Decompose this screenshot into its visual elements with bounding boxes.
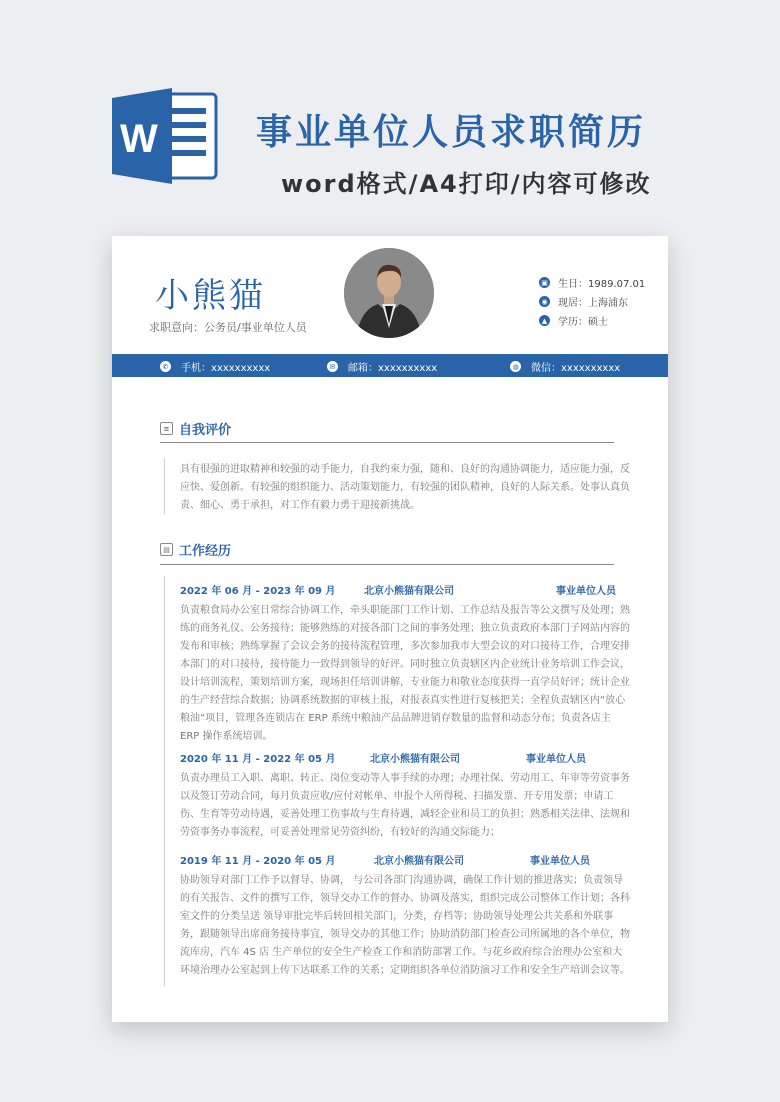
job-3-period: 2019 年 11 月 - 2020 年 05 月 <box>180 856 336 867</box>
word-logo-icon <box>112 86 220 186</box>
self-eval-text: 具有很强的进取精神和较强的动手能力，自我约束力强，随和、良好的沟通协调能力，适应能力强，反应快、爱创新。有较强的组织能力、活动策划能力，有较强的团队精神，良好的人际关系。处事认真负责、细心、勇于承担，对工作有毅力勇于迎接新挑战。 <box>180 464 630 511</box>
job-1-position: 事业单位人员 <box>556 586 616 597</box>
info-birthday-label: 生日：1989.07.01 <box>558 279 646 290</box>
timeline-line <box>164 458 165 514</box>
template-banner <box>0 0 780 230</box>
contact-email <box>327 359 437 374</box>
wechat-icon: ◍ <box>510 361 521 372</box>
contact-phone-label: 手机：xxxxxxxxxx <box>181 363 271 374</box>
contact-wechat-label: 微信：xxxxxxxxxx <box>531 363 621 374</box>
contact-email-label: 邮箱：xxxxxxxxxx <box>348 363 438 374</box>
section-self-eval-heading <box>160 419 231 438</box>
resume-page <box>112 236 668 1022</box>
job-1-company: 北京小熊猫有限公司 <box>364 586 454 597</box>
banner-title: 事业单位人员求职简历 <box>256 112 647 153</box>
job-2-desc: 负责办理员工入职、离职、转正、岗位变动等人事手续的办理；办理社保、劳动用工、年审等劳资事务以及签订劳动合同，每月负责应收/应付对帐单、申报个人所得税、扫描发票、开专用发票；申请工伤、生育等劳动待遇，妥善处理工伤事故与生育待遇，减轻企业和员工的负担；熟悉相关法律、法规和劳资事务办事流程，可妥善处理常见劳资纠纷，有较好的沟通交际能力； <box>180 773 630 838</box>
section-self-eval-title: 自我评价 <box>179 423 232 438</box>
section-divider <box>160 442 614 443</box>
briefcase-icon: ▤ <box>160 543 173 556</box>
info-education <box>539 311 645 330</box>
candidate-name: 小熊猫 <box>155 276 266 316</box>
clipboard-icon: ≡ <box>160 422 173 435</box>
job-2-position: 事业单位人员 <box>526 754 586 765</box>
job-1-desc: 负责粮食局办公室日常综合协调工作，牵头职能部门工作计划、工作总结及报告等公文撰写及处理；熟练的商务礼仪、公务接待；能够熟练的对接各部门之间的事务处理；独立负责政府本部门子网站内容的发布和审核；熟练掌握了会议会务的接待流程管理，多次参加我市大型会议的对口接待工作，合理安排本部门的对口接待，接待能力一致得到领导的好评。同时独立负责辖区内企业统计业务培训工作会议，设计培训流程，策划培训方案，现场担任培训讲解，专业能力和敬业态度获得一直学员好评；统计企业的生产经营综合数据；协调系统数据的审核上报，对报表真实性进行复核把关；全程负责辖区内“放心粮油”项目，管理各连锁店在 ERP 系统中粮油产品品牌进销存数量的监督和动态分布；负责各店主 ERP 操作系统培训。 <box>180 605 630 742</box>
job-3-desc: 协助领导对部门工作予以督导、协调， 与公司各部门沟通协调，确保工作计划的推进落实；负责领导的有关报告、文件的撰写工作，领导交办工作的督办、协调及落实，组织完成公司整体工作计划；各科室文件的分类呈送 领导审批完毕后转回相关部门，分类，存档等；协助领导处理公共关系和外联事务，跟随领导出席商务接待事宜，领导交办的其他工作；协助消防部门检查公司所属地的各个单位，物流库房，汽车 4S 店 生产单位的安全生产检查工作和消防部署工作。与花乡政府综合治理办公室和大环境治理办公室起到上传下达联系工作的关系；定期组织各单位消防演习工作和安全生产培训会议等。 <box>180 875 630 976</box>
mail-icon: ✉ <box>327 361 338 372</box>
word-logo-letter: W <box>120 117 158 161</box>
job-1-period: 2022 年 06 月 - 2023 年 09 月 <box>180 586 336 597</box>
contact-phone <box>160 359 270 374</box>
job-2-header <box>180 750 620 768</box>
job-3-header <box>180 852 620 870</box>
info-birthday <box>539 273 645 292</box>
section-experience-title: 工作经历 <box>179 544 232 559</box>
job-3-company: 北京小熊猫有限公司 <box>374 856 464 867</box>
job-intent: 求职意向：公务员/事业单位人员 <box>149 321 307 334</box>
job-2-period: 2020 年 11 月 - 2022 年 05 月 <box>180 754 336 765</box>
section-experience-heading <box>160 540 231 559</box>
graduation-cap-icon: ▲ <box>539 315 550 326</box>
contact-wechat <box>510 359 620 374</box>
info-residence-label: 现居：上海浦东 <box>558 298 628 309</box>
job-3-position: 事业单位人员 <box>530 856 590 867</box>
profile-photo <box>344 248 434 338</box>
phone-icon: ✆ <box>160 361 171 372</box>
info-education-label: 学历：硕士 <box>558 317 608 328</box>
timeline-line <box>164 576 165 986</box>
section-divider <box>160 564 614 565</box>
banner-subtitle: word格式/A4打印/内容可修改 <box>281 170 652 198</box>
contact-bar <box>112 354 668 377</box>
job-2-company: 北京小熊猫有限公司 <box>370 754 460 765</box>
job-1-header <box>180 582 620 600</box>
info-residence <box>539 292 645 311</box>
personal-info <box>539 273 645 330</box>
calendar-icon: ▣ <box>539 277 550 288</box>
location-icon: ◉ <box>539 296 550 307</box>
person-portrait-icon <box>344 248 434 338</box>
